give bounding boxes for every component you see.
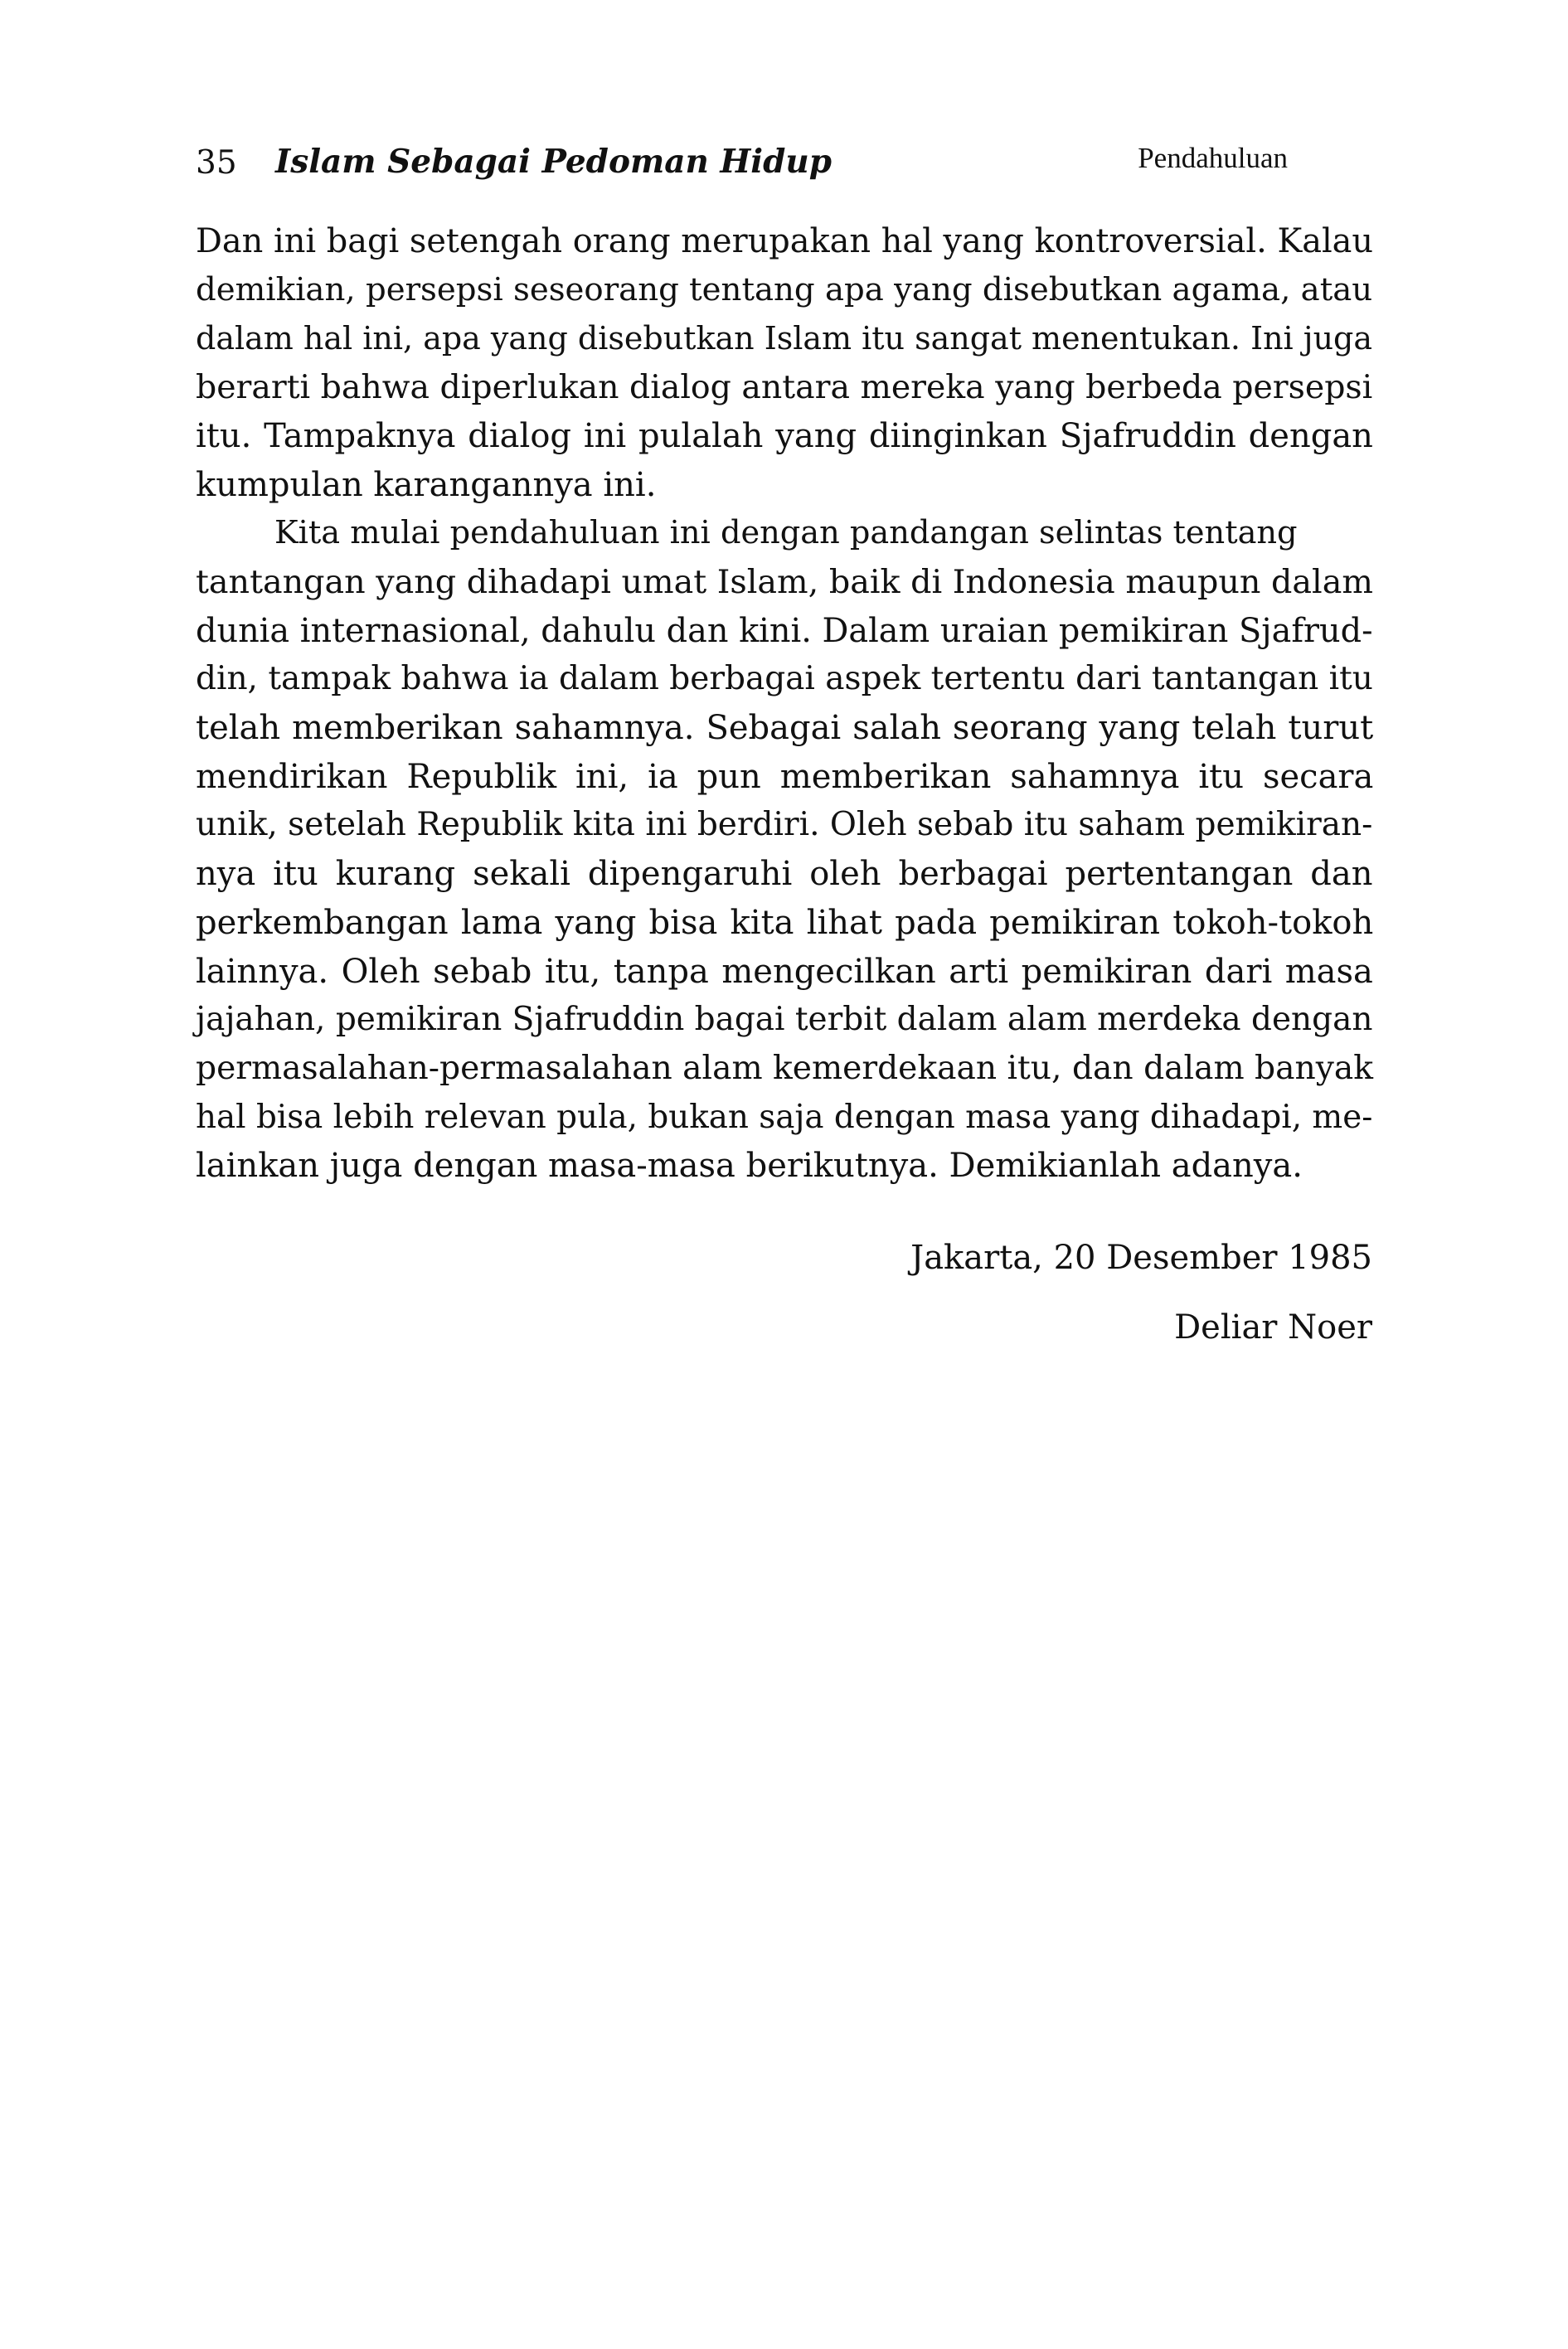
body-text: [196, 217, 1373, 1191]
page-number: 35: [196, 144, 237, 182]
paragraph-line: dalam hal ini, apa yang disebutkan Islam itu sangat menentukan. Ini juga: [196, 320, 1373, 357]
paragraph-line: dunia internasional, dahulu dan kini. Dalam uraian pemikiran Sjafrud-: [196, 611, 1373, 650]
paragraph-line: itu. Tampaknya dialog ini pulalah yang diinginkan Sjafruddin dengan: [196, 416, 1373, 455]
book-title: Islam Sebagai Pedoman Hidup: [275, 143, 832, 181]
paragraph-line: Kita mulai pendahuluan ini dengan pandangan selintas tentang: [274, 514, 1298, 552]
paragraph-line: lainkan juga dengan masa-masa berikutnya. Demikianlah adanya.: [196, 1147, 1303, 1186]
author-name: Deliar Noer: [1174, 1308, 1372, 1347]
paragraph-2: [196, 509, 1373, 1191]
paragraph-line: nya itu kurang sekali dipengaruhi oleh berbagai pertentangan dan: [196, 855, 1373, 894]
signature-block: [910, 1223, 1372, 1362]
paragraph-line: tantangan yang dihadapi umat Islam, baik di Indonesia maupun dalam: [196, 562, 1373, 601]
paragraph-line: lainnya. Oleh sebab itu, tanpa mengecilkan arti pemikiran dari masa: [196, 952, 1373, 991]
paragraph-line: mendirikan Republik ini, ia pun memberikan sahamnya itu secara: [196, 757, 1374, 796]
paragraph-1: [196, 217, 1373, 509]
section-title: Pendahuluan: [1138, 142, 1288, 174]
paragraph-line: permasalahan-permasalahan alam kemerdekaan itu, dan dalam banyak: [196, 1049, 1373, 1087]
place-date: Jakarta, 20 Desember 1985: [910, 1239, 1372, 1277]
paragraph-line: berarti bahwa diperlukan dialog antara mereka yang berbeda persepsi: [196, 368, 1373, 407]
running-header: [196, 138, 1375, 187]
paragraph-line: din, tampak bahwa ia dalam berbagai aspek tertentu dari tantangan itu: [196, 660, 1373, 698]
paragraph-line: telah memberikan sahamnya. Sebagai salah seorang yang telah turut: [196, 709, 1374, 748]
paragraph-line: perkembangan lama yang bisa kita lihat pada pemikiran tokoh-tokoh: [196, 903, 1374, 942]
paragraph-line: demikian, persepsi seseorang tentang apa yang disebutkan agama, atau: [196, 270, 1373, 308]
paragraph-line: kumpulan karangannya ini.: [196, 465, 657, 504]
paragraph-line: jajahan, pemikiran Sjafruddin bagai terbit dalam alam merdeka dengan: [196, 1001, 1373, 1039]
paragraph-line: Dan ini bagi setengah orang merupakan hal yang kontroversial. Kalau: [196, 222, 1374, 260]
paragraph-line: hal bisa lebih relevan pula, bukan saja dengan masa yang dihadapi, me-: [196, 1098, 1373, 1136]
paragraph-line: unik, setelah Republik kita ini berdiri. Oleh sebab itu saham pemikiran-: [196, 806, 1373, 844]
